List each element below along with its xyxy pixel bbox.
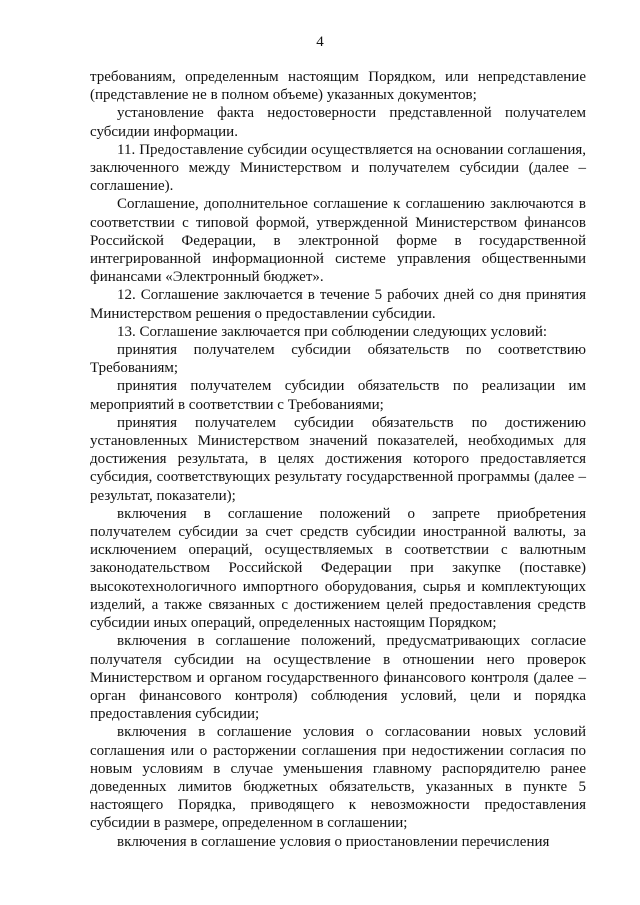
paragraph: 11. Предоставление субсидии осуществляется на основании соглашения, заключенного между Министерством и получателем субсидии (далее – соглашение).	[90, 141, 586, 195]
paragraph: 13. Соглашение заключается при соблюдении следующих условий:	[117, 323, 548, 340]
paragraph: принятия получателем субсидии обязательств по реализации им мероприятий в соответствии с Требованиями;	[90, 378, 586, 413]
paragraph: включения в соглашение условия о согласовании новых условий соглашения или о расторжении соглашения при недостижении согласия по новым условиям в случае уменьшения главному распорядителю ранее доведенных лимитов бюджетных обязательств, указанных в пункте 5 настоящего Порядка, приводящего к невозможности предоставления субсидии в размере, определенном в соглашении;	[90, 724, 586, 832]
paragraph: 12. Соглашение заключается в течение 5 рабочих дней со дня принятия Министерством решения о предоставлении субсидии.	[90, 287, 586, 322]
paragraph: включения в соглашение положений о запрете приобретения получателем субсидии за счет средств субсидии иностранной валюты, за исключением операций, осуществляемых в соответствии с валютным законодательством Российской Федерации при закупке (поставке) высокотехнологичного импортного оборудования, сырья и комплектующих изделий, а также связанных с достижением целей предоставления средств субсидии иных операций, определенных настоящим Порядком;	[90, 505, 586, 632]
paragraph: включения в соглашение условия о приостановлении перечисления	[117, 833, 550, 850]
paragraph: требованиям, определенным настоящим Порядком, или непредставление (представление не в полном объеме) указанных документов;	[90, 69, 586, 104]
paragraph: включения в соглашение положений, предусматривающих согласие получателя субсидии на осуществление в отношении него проверок Министерством и органом государственного финансового контроля (далее – орган финансового контроля) соблюдения условий, цели и порядка предоставления субсидии;	[90, 633, 586, 723]
paragraph: принятия получателем субсидии обязательств по достижению установленных Министерством значений показателей, необходимых для достижения результата, в целях достижения которого предоставляется субсидия, соответствующих результату государственной программы (далее – результат, показатели);	[90, 414, 586, 504]
paragraph: Соглашение, дополнительное соглашение к соглашению заключаются в соответствии с типовой формой, утвержденной Министерством финансов Российской Федерации, в электронной форме в государственной интегрированной информационной системе управления общественными финансами «Электронный бюджет».	[90, 196, 586, 286]
paragraph: установление факта недостоверности представленной получателем субсидии информации.	[90, 105, 586, 140]
document-body	[90, 68, 586, 851]
paragraph: принятия получателем субсидии обязательств по соответствию Требованиям;	[90, 342, 586, 377]
page-number: 4	[316, 34, 324, 50]
